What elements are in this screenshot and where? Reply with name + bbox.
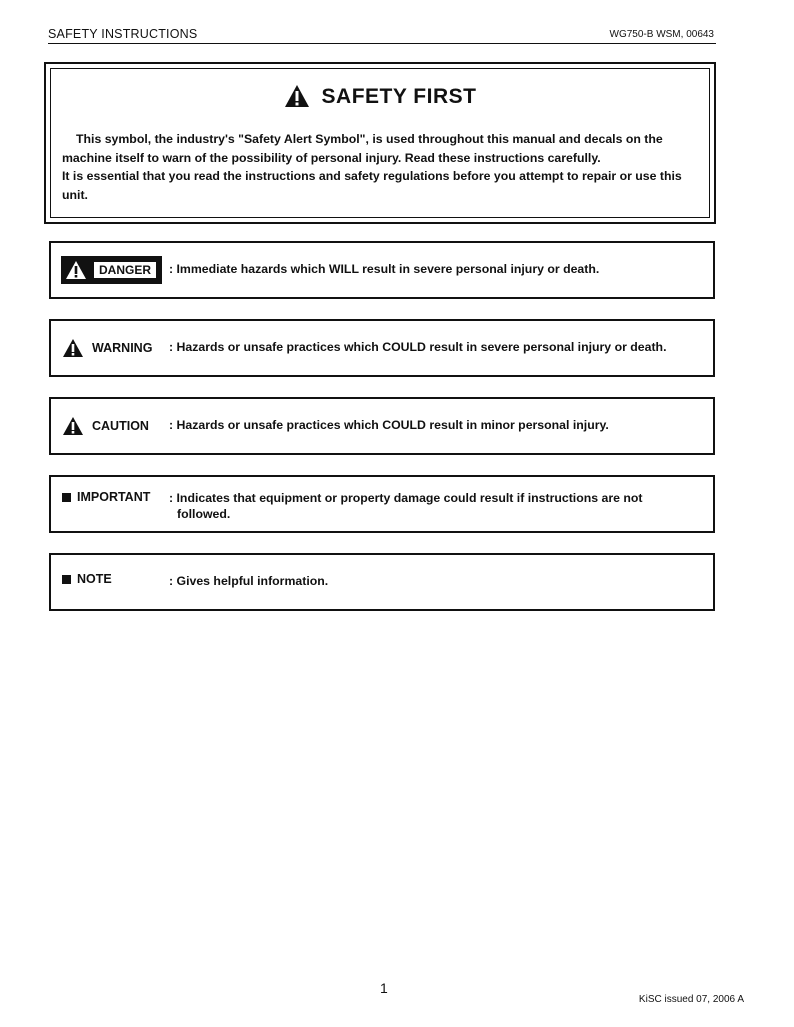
definition-text: : Hazards or unsafe practices which COULD result in minor personal injury. (169, 418, 609, 432)
intro-paragraph: This symbol, the industry's "Safety Alert Symbol", is used throughout this manual and decals on the machine itself to warn of the possibility of personal injury. Read these instructions carefully. (62, 132, 663, 165)
safety-first-title: SAFETY FIRST (46, 84, 714, 109)
danger-tag (61, 256, 162, 284)
warning-definition (49, 319, 715, 377)
definition-text: : Indicates that equipment or property damage could result if instructions are not followed. (169, 491, 643, 521)
warning-triangle-icon (62, 416, 84, 436)
danger-label: DANGER (93, 261, 157, 279)
warning-triangle-icon (65, 260, 87, 280)
document-code: WG750-B WSM, 00643 (609, 29, 714, 40)
intro-paragraph: It is essential that you read the instructions and safety regulations before you attempt to repair or use this unit. (62, 169, 682, 202)
caution-definition (49, 397, 715, 455)
note-definition (49, 553, 715, 611)
important-signal (62, 490, 150, 504)
definition-text: : Immediate hazards which WILL result in severe personal injury or death. (169, 262, 600, 276)
note-label: NOTE (77, 572, 112, 586)
definition-text: : Hazards or unsafe practices which COULD result in severe personal injury or death. (169, 340, 667, 354)
page-header (48, 27, 716, 44)
issue-note: KiSC issued 07, 2006 A (638, 994, 744, 1005)
important-definition (49, 475, 715, 533)
caution-signal (62, 416, 149, 436)
danger-definition (49, 241, 715, 299)
black-square-icon (62, 493, 71, 502)
note-signal (62, 572, 112, 586)
warning-triangle-icon (62, 338, 84, 358)
page-number: 1 (380, 980, 388, 996)
warning-signal (62, 338, 152, 358)
important-label: IMPORTANT (77, 490, 151, 504)
black-square-icon (62, 575, 71, 584)
section-title: SAFETY INSTRUCTIONS (48, 27, 198, 41)
warning-label: WARNING (92, 341, 153, 355)
definition-text: : Gives helpful information. (169, 574, 329, 588)
safety-intro (62, 130, 698, 204)
caution-label: CAUTION (92, 419, 149, 433)
safety-first-frame (44, 62, 716, 224)
warning-triangle-icon (284, 84, 310, 108)
